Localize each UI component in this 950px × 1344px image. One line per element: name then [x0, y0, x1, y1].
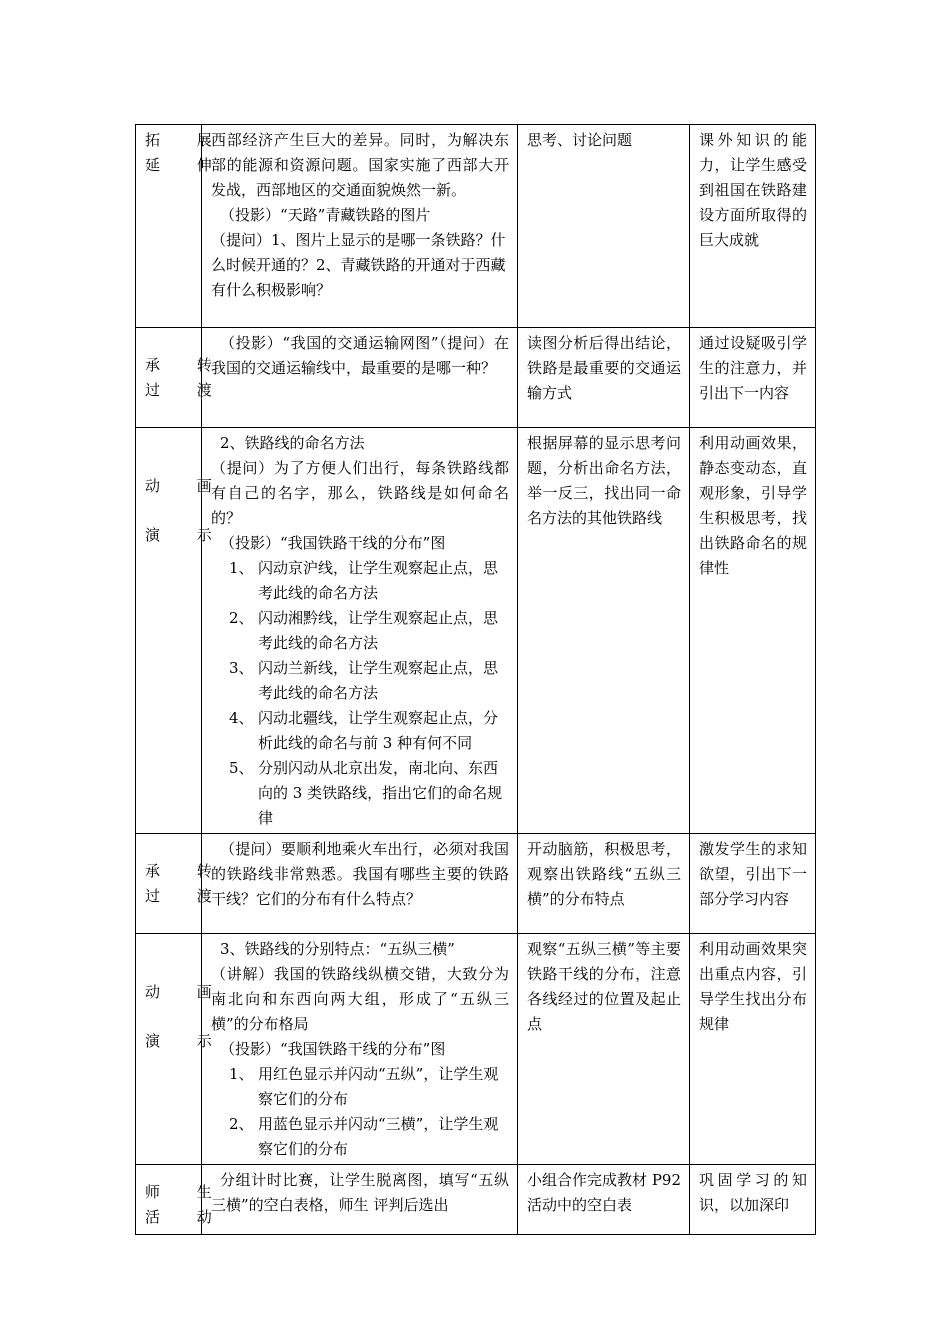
purpose-text: 巩固学习的知识，以加深印	[699, 1171, 807, 1214]
stage-label: 动 画	[145, 983, 228, 1001]
design-purpose-cell	[690, 328, 816, 428]
student-activity-cell	[518, 125, 690, 328]
student-activity-cell	[518, 328, 690, 428]
list-number: 2、	[229, 1115, 254, 1133]
purpose-text: 利用动画效果，静态变动态，直观形象，引导学生积极思考，找出铁路命名的规律性	[699, 434, 807, 577]
teacher-activity-cell	[202, 934, 518, 1165]
teacher-text: （投影）“我国铁路干线的分布”图	[220, 1040, 446, 1058]
list-number: 3、	[229, 659, 254, 677]
design-purpose-cell	[690, 1165, 816, 1235]
list-number: 5、	[229, 759, 254, 777]
student-text: 小组合作完成教材 P92 活动中的空白表	[527, 1171, 681, 1214]
list-item	[211, 706, 509, 756]
stage-cell	[136, 934, 228, 1165]
teacher-activity-cell	[202, 328, 518, 428]
student-text: 观察“五纵三横”等主要铁路干线的分布，注意各线经过的位置及起止点	[527, 940, 681, 1033]
teacher-text: （投影）“我国的交通运输网图”（提问）在我国的交通运输线中，最重要的是哪一种？	[211, 334, 509, 377]
stage-label: 延 伸	[145, 156, 228, 174]
list-text: 分别闪动从北京出发，南北向、东西向的 3 类铁路线，指出它们的命名规律	[258, 759, 503, 827]
teacher-activity-cell	[202, 125, 518, 328]
list-item	[211, 1062, 509, 1112]
design-purpose-cell	[690, 834, 816, 934]
list-item	[211, 756, 509, 831]
stage-label: 过 渡	[145, 887, 228, 905]
stage-cell	[136, 428, 228, 834]
teacher-text: （投影）“我国铁路干线的分布”图	[220, 534, 446, 552]
list-number: 1、	[229, 559, 254, 577]
student-activity-cell	[518, 428, 690, 834]
list-text: 闪动北疆线，让学生观察起止点，分析此线的命名与前 3 种有何不同	[258, 709, 499, 752]
purpose-text: 激发学生的求知欲望，引出下一部分学习内容	[699, 840, 807, 908]
table-row	[136, 328, 816, 428]
list-text: 闪动湘黔线，让学生观察起止点，思考此线的命名方法	[258, 609, 499, 652]
stage-cell	[136, 1165, 228, 1235]
table-row	[136, 1165, 816, 1235]
stage-cell	[136, 125, 228, 328]
purpose-text: 通过设疑吸引学生的注意力，并引出下一内容	[699, 334, 807, 402]
table-row	[136, 934, 816, 1165]
stage-label: 承 转	[145, 862, 228, 880]
teacher-text: 西部经济产生巨大的差异。同时，为解决东部的能源和资源问题。国家实施了西部大开发战，西部地区的交通面貌焕然一新。	[211, 131, 509, 199]
teacher-text: 3、铁路线的分别特点：“五纵三横”	[220, 940, 455, 958]
purpose-text: 利用动画效果突出重点内容，引导学生找出分布规律	[699, 940, 807, 1033]
student-activity-cell	[518, 834, 690, 934]
purpose-text: 课外知识的能力，让学生感受到祖国在铁路建设方面所取得的巨大成就	[699, 131, 807, 249]
list-number: 4、	[229, 709, 254, 727]
stage-label: 演 示	[145, 526, 228, 544]
list-number: 2、	[229, 609, 254, 627]
teacher-activity-cell	[202, 834, 518, 934]
stage-label: 活 动	[145, 1208, 228, 1226]
student-text: 读图分析后得出结论，铁路是最重要的交通运输方式	[527, 334, 681, 402]
stage-label: 动 画	[145, 477, 228, 495]
teacher-text: （提问）要顺利地乘火车出行，必须对我国的铁路线非常熟悉。我国有哪些主要的铁路干线？它们的分布有什么特点？	[211, 840, 509, 908]
list-number: 1、	[229, 1065, 254, 1083]
list-item	[211, 556, 509, 606]
design-purpose-cell	[690, 125, 816, 328]
stage-cell	[136, 328, 228, 428]
list-text: 闪动兰新线，让学生观察起止点，思考此线的命名方法	[258, 659, 499, 702]
stage-label: 师 生	[145, 1183, 228, 1201]
list-text: 用红色显示并闪动“五纵”，让学生观察它们的分布	[258, 1065, 499, 1108]
table-row	[136, 125, 816, 328]
stage-label: 过 渡	[145, 381, 228, 399]
teacher-text: （投影）“天路”青藏铁路的图片	[220, 206, 431, 224]
student-activity-cell	[518, 1165, 690, 1235]
stage-label: 承 转	[145, 356, 228, 374]
student-activity-cell	[518, 934, 690, 1165]
teacher-text: （讲解）我国的铁路线纵横交错，大致分为南北向和东西向两大组，形成了“五纵三横”的分布格局	[211, 965, 509, 1033]
teacher-text: （提问）1、图片上显示的是哪一条铁路？什么时候开通的？2、青藏铁路的开通对于西藏有什么积极影响？	[211, 231, 506, 299]
table-row	[136, 834, 816, 934]
stage-label: 拓 展	[145, 131, 228, 149]
student-text: 根据屏幕的显示思考问题，分析出命名方法，举一反三，找出同一命名方法的其他铁路线	[527, 434, 681, 527]
list-text: 闪动京沪线，让学生观察起止点，思考此线的命名方法	[258, 559, 499, 602]
teacher-activity-cell	[202, 428, 518, 834]
list-text: 用蓝色显示并闪动“三横”，让学生观察它们的分布	[258, 1115, 499, 1158]
list-item	[211, 1112, 509, 1162]
list-item	[211, 656, 509, 706]
teacher-activity-cell	[202, 1165, 518, 1235]
table-row	[136, 428, 816, 834]
teacher-text: （提问）为了方便人们出行，每条铁路线都有自己的名字，那么，铁路线是如何命名的？	[211, 459, 509, 527]
list-item	[211, 606, 509, 656]
student-text: 思考、讨论问题	[527, 131, 633, 149]
teacher-text: 分组计时比赛，让学生脱离图，填写“五纵三横”的空白表格，师生 评判后选出	[211, 1171, 509, 1214]
student-text: 开动脑筋，积极思考，观察出铁路线“五纵三横”的分布特点	[527, 840, 681, 908]
design-purpose-cell	[690, 934, 816, 1165]
stage-label: 演 示	[145, 1032, 228, 1050]
teacher-text: 2、铁路线的命名方法	[220, 434, 365, 452]
lesson-plan-table	[135, 124, 816, 1235]
stage-cell	[136, 834, 228, 934]
design-purpose-cell	[690, 428, 816, 834]
